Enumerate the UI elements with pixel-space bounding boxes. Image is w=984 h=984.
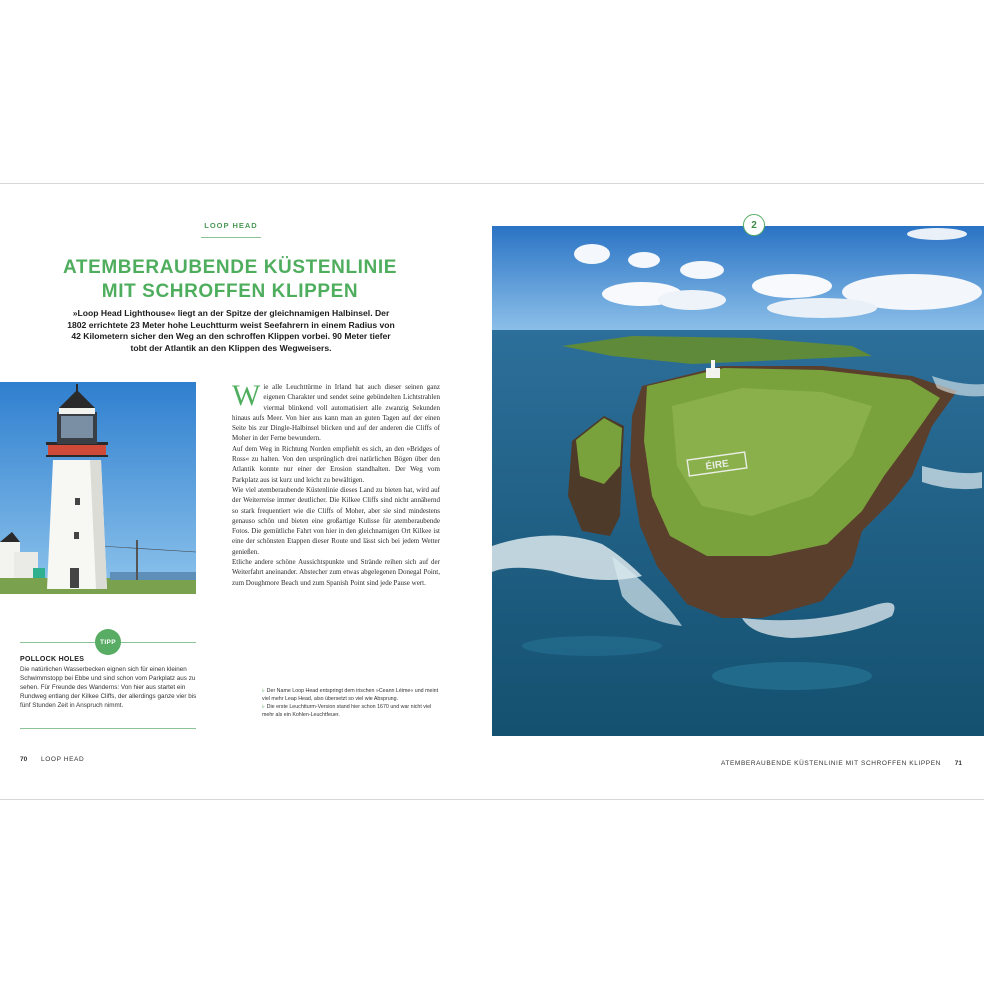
tipp-bottom-rule <box>20 728 196 729</box>
aerial-coast-photo <box>492 226 984 736</box>
left-folio <box>20 756 84 763</box>
headline-line-2: MIT SCHROFFEN KLIPPEN <box>101 281 359 302</box>
headline <box>60 256 400 304</box>
eire-marking: ÉIRE <box>704 458 730 473</box>
tipp-badge: TIPP <box>95 629 121 655</box>
right-folio <box>721 760 962 767</box>
left-page-number: 70 <box>20 756 28 763</box>
note-arrow-icon: ▹ <box>262 704 265 711</box>
route-number-badge: 2 <box>743 214 765 236</box>
lighthouse-photo <box>0 382 196 594</box>
side-note-text: Die erste Leuchtturm-Version stand hier schon 1670 und war nicht viel mehr als ein Kohlen-Leuchtfeuer. <box>262 704 432 718</box>
right-page-number: 71 <box>954 760 962 767</box>
side-notes <box>262 688 440 720</box>
side-note-text: Der Name Loop Head entspringt dem irischen »Ceann Léime« und meint viel mehr Leap Head, also übersetzt so viel wie Absprung. <box>262 688 439 702</box>
lighthouse-illustration <box>0 382 196 594</box>
headline-line-1: ATEMBERAUBENDE KÜSTENLINIE <box>62 257 398 278</box>
side-note <box>262 704 440 719</box>
section-tag: LOOP HEAD <box>204 221 258 230</box>
tipp-title: POLLOCK HOLES <box>20 656 85 663</box>
note-arrow-icon: ▹ <box>262 688 265 694</box>
section-tag-rule <box>201 237 261 238</box>
side-note <box>262 688 440 703</box>
book-spread <box>0 183 984 800</box>
right-running-head: ATEMBERAUBENDE KÜSTENLINIE MIT SCHROFFEN KLIPPEN <box>720 760 941 767</box>
left-running-head: LOOP HEAD <box>41 756 85 763</box>
lead-paragraph: »Loop Head Lighthouse« liegt an der Spitze der gleichnamigen Halbinsel. Der 1802 errichtete 23 Meter hohe Leuchtturm weist Seefahrern in einem Radius von 42 Kilometern sicher den Weg an den schroffen Klippen vorbei. 90 Meter tiefer tobt der Atlantik an den Klippen des Wegweisers. <box>67 308 395 353</box>
body-text: Wie alle Leuchttürme in Irland hat auch dieser seinen ganz eigenen Charakter und sendet seine gebündelten Lichtstrahlen viermal blinkend voll automatisiert alle zwanzig Sekunden hinaus aufs Meer. Von hier aus kann man an guten Tagen auf der einen Seite bis zur Dingle-Halbinsel blicken und auf der anderen die Cliffs of Moher in der Ferne bewundern. Auf dem Weg in Richtung Norden empfiehlt es sich, an den »Bridges of Ross« zu halten. Von den ursprünglich drei natürlichen Bögen über den Atlantik konnte nur einer der Erosion standhalten. Der Weg vom Parkplatz aus ist kurz und leicht zu bewältigen. Wie viel atemberaubende Küstenlinie dieses Land zu bieten hat, wird auf der Weiterreise immer deutlicher. Die Kilkee Cliffs sind nicht annähernd so stark frequentiert wie die Cliffs of Moher, aber sie sind mindestens genauso schön und bieten eine großartige Kulisse für atemberaubende Fotos. Die gemütliche Fahrt von hier in den gleichnamigen Ort Kilkee ist eine der schönsten Etappen dieser Route und lässt sich bei jedem Wetter genießen. Etliche andere schöne Aussichtspunkte und Strände reihen sich auf der Weiterfahrt aneinander. Abstecher zum etwas abgelegenen Donegal Point, zum Doughmore Beach und zum Spanish Point sind jede Pause wert. <box>232 379 440 587</box>
tipp-text: Die natürlichen Wasserbecken eignen sich für einen kleinen Schwimmstopp bei Ebbe und sind schon vom Parkplatz aus zu sehen. Für Freunde des Wanderns: Von hier aus startet ein Rundweg entlang der Kilkee Cliffs, der allerdings ganze vier bis fünf Stunden Zeit in Anspruch nimmt. <box>20 666 197 709</box>
aerial-coast-illustration <box>492 226 984 736</box>
